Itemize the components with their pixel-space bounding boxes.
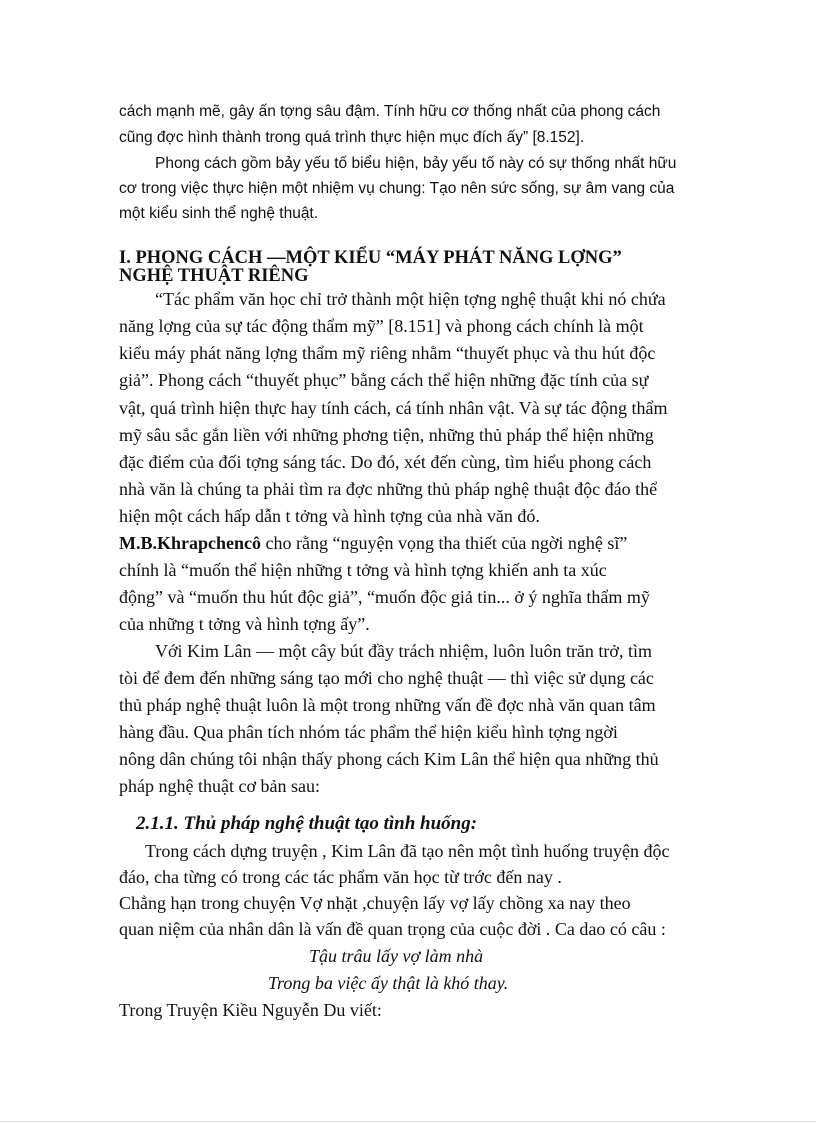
body-line: động” và “muốn thu hút độc giả”, “muốn độc giả tin... ở ý nghĩa thẩm mỹ <box>119 587 650 607</box>
body-line: nhà văn là chúng ta phải tìm ra đợc những thủ pháp nghệ thuật độc đáo thể <box>119 479 658 499</box>
intro-paragraph-line: cơ trong việc thực hiện một nhiệm vụ chung: Tạo nên sức sống, sự âm vang của <box>119 180 675 197</box>
body-line: mỹ sâu sắc gắn liền với những phơng tiện, những thủ pháp thể hiện những <box>119 425 654 445</box>
intro-paragraph-line: Phong cách gồm bảy yếu tố biểu hiện, bảy yếu tố này có sự thống nhất hữu <box>155 155 677 172</box>
body-line: hiện một cách hấp dẫn t tởng và hình tợng của nhà văn đó. <box>119 506 540 526</box>
body-line: của những t tởng và hình tợng ấy”. <box>119 614 370 634</box>
body-line: chính là “muốn thể hiện những t tởng và hình tợng khiến anh ta xúc <box>119 560 607 580</box>
subsection-line: Trong cách dựng truyện , Kim Lân đã tạo nên một tình huống truyện độc <box>145 841 670 861</box>
section-heading-line-2: NGHỆ THUẬT RIÊNG <box>119 266 309 286</box>
verse-line-2: Trong ba việc ấy thật là khó thay. <box>268 973 509 993</box>
intro-paragraph-line <box>119 103 697 121</box>
body-line: kiểu máy phát năng lợng thẩm mỹ riêng nhằm “thuyết phục và thu hút độc <box>119 343 656 363</box>
subsection-line: quan niệm của nhân dân là vấn đề quan trọng của cuộc đời . Ca dao có câu : <box>119 919 666 939</box>
subsection-line: Chẳng hạn trong chuyện Vợ nhặt ,chuyện lấy vợ lấy chồng xa nay theo <box>119 893 631 913</box>
text-line: cách mạnh mẽ, gây ấn tợng sâu đậm. Tính hữu cơ thống nhất của phong cách <box>119 103 661 120</box>
body-line: “Tác phẩm văn học chỉ trở thành một hiện tợng nghệ thuật khi nó chứa <box>155 289 666 309</box>
intro-paragraph-line: cũng đợc hình thành trong quá trình thực hiện mục đích ấy” [8.152]. <box>119 129 585 146</box>
body-line: đặc điểm của đối tợng sáng tác. Do đó, xét đến cùng, tìm hiểu phong cách <box>119 452 652 472</box>
body-line: hàng đầu. Qua phân tích nhóm tác phẩm thể hiện kiểu hình tợng ngời <box>119 722 618 742</box>
intro-paragraph-line: một kiểu sinh thể nghệ thuật. <box>119 205 319 222</box>
verse-line-1: Tậu trâu lấy vợ làm nhà <box>309 946 484 966</box>
body-line: Với Kim Lân — một cây bút đầy trách nhiệm, luôn luôn trăn trở, tìm <box>155 641 652 661</box>
page-bottom-divider <box>0 1121 816 1122</box>
body-line: vật, quá trình hiện thực hay tính cách, cá tính nhân vật. Và sự tác động thẩm <box>119 398 668 418</box>
subsection-line: đáo, cha từng có trong các tác phẩm văn học từ trớc đến nay . <box>119 867 562 887</box>
author-name: M.B.Khrapchencô <box>119 533 261 553</box>
body-line: thủ pháp nghệ thuật luôn là một trong những vấn đề đợc nhà văn quan tâm <box>119 695 656 715</box>
body-line: tòi để đem đến những sáng tạo mới cho nghệ thuật — thì việc sử dụng các <box>119 668 654 688</box>
body-line: giả”. Phong cách “thuyết phục” bằng cách thể hiện những đặc tính của sự <box>119 370 649 390</box>
text-span: cho rằng “nguyện vọng tha thiết của ngời nghệ sĩ” <box>261 533 628 553</box>
body-line: pháp nghệ thuật cơ bản sau: <box>119 776 320 796</box>
subsection-line: Trong Truyện Kiều Nguyễn Du viết: <box>119 1000 382 1020</box>
body-line: nông dân chúng tôi nhận thấy phong cách Kim Lân thể hiện qua những thủ <box>119 749 659 769</box>
body-line: năng lợng của sự tác động thẩm mỹ” [8.151] và phong cách chính là một <box>119 316 644 336</box>
subsection-heading: 2.1.1. Thủ pháp nghệ thuật tạo tình huống: <box>136 813 478 834</box>
body-line <box>119 533 627 554</box>
section-heading-line-1: I. PHONG CÁCH —MỘT KIỂU “MÁY PHÁT NĂNG LỢNG” <box>119 248 622 268</box>
